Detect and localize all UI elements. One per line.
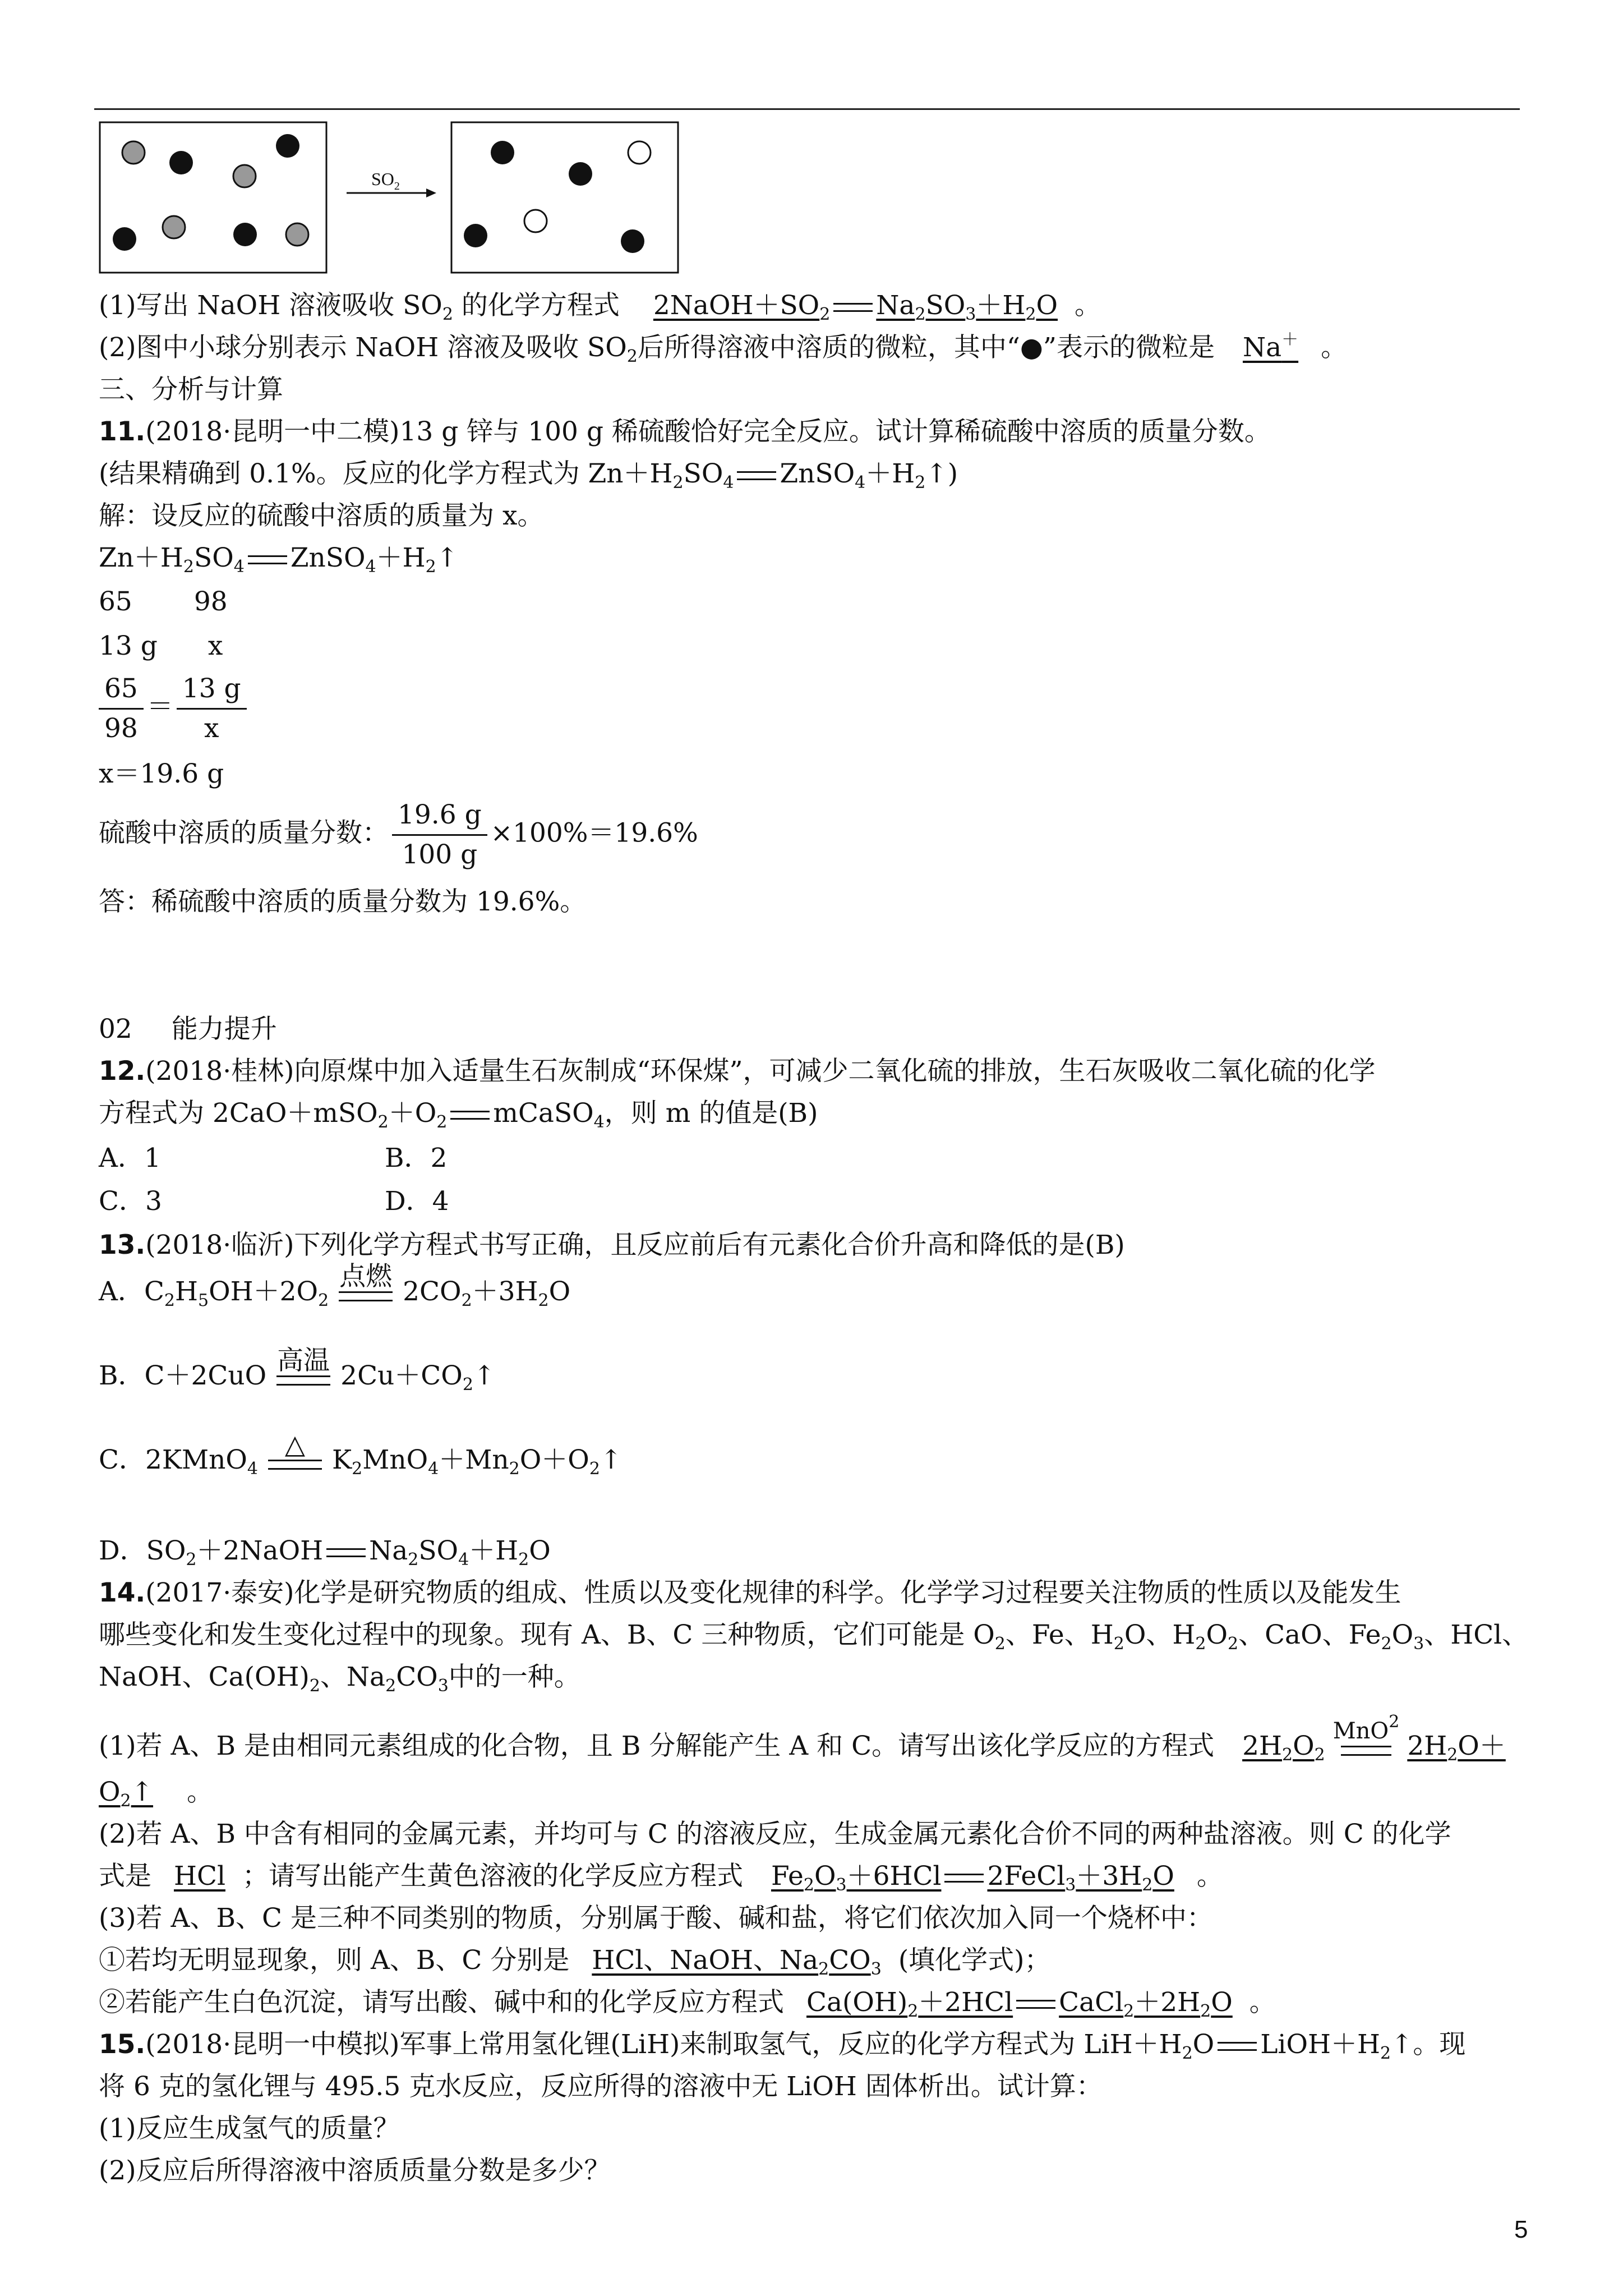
black-particle — [169, 151, 193, 174]
q14-answer2: HCl — [174, 1861, 225, 1892]
q15-line2: 将 6 克的氢化锂与 495.5 克水反应，反应所得的溶液中无 LiOH 固体析出。试计算： — [99, 2071, 1103, 2102]
white-particle — [524, 210, 547, 232]
q11-equation: $Zn+H_2SO_4$ $ZnSO_4+H_2↑$ — [99, 542, 459, 577]
q11-ratio: $\frac{65}{98}$ ＝ $\frac{13 g}{x}$ — [99, 673, 250, 744]
black-particle — [233, 223, 257, 246]
section-3-heading: 三、分析与计算 — [99, 374, 283, 405]
white-particle — [628, 141, 651, 164]
q11-answer: 答：稀硫酸中溶质的质量分数为 19.6%。 — [99, 886, 587, 917]
q10-part1: (1)写出 NaOH 溶液吸收 $SO_2$ 的化学方程式 $2NaOH+SO_2$ $Na_2SO_3+H_2O$ 。 — [99, 290, 1101, 324]
q11-given-row: 13 g x — [99, 631, 223, 661]
gray-particle — [122, 141, 145, 164]
q14-line2: 哪些变化和发生变化过程中的现象。现有 A、B、C 三种物质，它们可能是 $O_2$、Fe、$H_2O$、$H_2O_2$、CaO、$Fe_2O_3$、HCl、 — [99, 1619, 1529, 1654]
q15-line1: 15.(2018·昆明一中模拟)军事上常用氢化锂(LiH)来制取氢气，反应的化学方程式为 $LiH+H_2O$ $LiOH+H_2↑$。现 — [99, 2029, 1466, 2063]
black-particle — [276, 134, 299, 158]
black-particle — [621, 229, 644, 253]
gray-particle — [286, 223, 308, 246]
q14-part3-2: ②若能产生白色沉淀，请写出酸、碱中和的化学反应方程式 $Ca(OH)_2+2HCl$ $CaCl_2+2H_2O$ 。 — [99, 1987, 1276, 2021]
q12-option-d: D．4 — [385, 1186, 449, 1217]
q13-line1: 13.(2018·临沂)下列化学方程式书写正确，且反应前后有元素化合价升高和降低的是(B) — [99, 1230, 1125, 1260]
section-02-heading: 02 能力提升 — [99, 1014, 277, 1045]
gray-particle — [163, 216, 185, 238]
q14-answer4: HCl、NaOH、$Na_2CO_3$ — [592, 1945, 882, 1979]
q15-question1: (1)反应生成氢气的质量？ — [99, 2113, 400, 2144]
arrow-head — [426, 188, 436, 197]
q11-percent-calc: 硫酸中溶质的质量分数： $\frac{19.6 g}{100 g}$ ×100%＝19.6% — [99, 799, 698, 870]
svg-text:SO2: $SO_2$ — [371, 169, 400, 192]
q14-part1-cont: $O_2↑$ 。 — [99, 1777, 214, 1811]
q14-part1: (1)若 A、B 是由相同元素组成的化合物，且 B 分解能产生 A 和 C。请写出该化学反应的方程式 $2H_2O_2$ MnO$^2$ $2H_2O+$ — [99, 1712, 1506, 1765]
q11-x-result: x＝19.6 g — [99, 758, 224, 789]
q14-part2: (2)若 A、B 中含有相同的金属元素，并均可与 C 的溶液反应，生成金属元素化合价不同的两种盐溶液。则 C 的化学 — [99, 1819, 1451, 1849]
q11-line1: 11.(2018·昆明一中二模)13 g 锌与 100 g 稀硫酸恰好完全反应。试计算稀硫酸中溶质的质量分数。 — [99, 416, 1271, 447]
q10-answer1: $2NaOH+SO_2$ $Na_2SO_3+H_2O$ — [653, 290, 1058, 324]
q12-options-cd — [99, 1185, 449, 1218]
q13-option-a: A．$C_2H_5OH+2O_2$ 点燃 $2CO_2+3H_2O$ — [99, 1261, 571, 1310]
black-particle — [569, 162, 592, 186]
q11-solution-intro: 解：设反应的硫酸中溶质的质量为 x。 — [99, 500, 544, 531]
black-particle — [464, 224, 487, 247]
q14-answer5: $Ca(OH)_2+2HCl$ $CaCl_2+2H_2O$ — [806, 1987, 1233, 2021]
q12-option-c: C．3 — [99, 1186, 162, 1217]
q10-answer2: Na＋ — [1242, 330, 1299, 363]
q12-line2: 方程式为 $2CaO+mSO_2+O_2$ mCaSO$_4$，则 m 的值是(B) — [99, 1098, 818, 1132]
q13-option-c: C．2KMnO$_4$ △ $K_2MnO_4+Mn_2O+O_2↑$ — [99, 1429, 623, 1479]
q14-line3: NaOH、$Ca(OH)_2$、$Na_2CO_3$中的一种。 — [99, 1662, 580, 1696]
q14-answer1: $2H_2O_2$ — [1242, 1731, 1325, 1765]
q12-options-ab — [99, 1142, 448, 1175]
black-particle — [491, 141, 514, 164]
arrow-label: SO — [371, 169, 394, 189]
q15-question2: (2)反应后所得溶液中溶质质量分数是多少？ — [99, 2155, 611, 2186]
q12-option-a: A．1 — [99, 1143, 161, 1174]
page-number: 5 — [1514, 2216, 1528, 2243]
particle-diagram — [0, 0, 1623, 292]
q13-option-d: D．$SO_2+2NaOH$ $Na_2SO_4+H_2O$ — [99, 1535, 551, 1570]
q14-line1: 14.(2017·泰安)化学是研究物质的组成、性质以及变化规律的科学。化学学习过程要关注物质的性质以及能发生 — [99, 1577, 1401, 1608]
q11-line2: (结果精确到 0.1%。反应的化学方程式为 $Zn+H_2SO_4$ $ZnSO_4+H_2↑$) — [99, 458, 958, 493]
q11-mass-row: 65 98 — [99, 586, 228, 617]
q14-part3-1: ①若均无明显现象，则 A、B、C 分别是 HCl、NaOH、$Na_2CO_3$ (填化学式)； — [99, 1945, 1051, 1979]
black-particle — [113, 227, 136, 251]
gray-particle — [233, 165, 256, 187]
q13-option-b: B．C＋2CuO 高温 $2Cu+CO_2↑$ — [99, 1345, 496, 1395]
q10-part2: (2)图中小球分别表示 NaOH 溶液及吸收 $SO_2$后所得溶液中溶质的微粒，其中“●”表示的微粒是 Na＋ 。 — [99, 330, 1348, 366]
q14-part2-cont: 式是 HCl ；请写出能产生黄色溶液的化学反应方程式 $Fe_2O_3+6HCl$ $2FeCl_3+3H_2O$ 。 — [99, 1861, 1223, 1895]
q12-line1: 12.(2018·桂林)向原煤中加入适量生石灰制成“环保煤”，可减少二氧化硫的排放，生石灰吸收二氧化硫的化学 — [99, 1056, 1376, 1087]
q14-part3: (3)若 A、B、C 是三种不同类别的物质，分别属于酸、碱和盐，将它们依次加入同一个烧杯中： — [99, 1903, 1213, 1934]
q12-option-b: B．2 — [385, 1143, 448, 1174]
q14-answer3: $Fe_2O_3+6HCl$ $2FeCl_3+3H_2O$ — [771, 1861, 1174, 1895]
